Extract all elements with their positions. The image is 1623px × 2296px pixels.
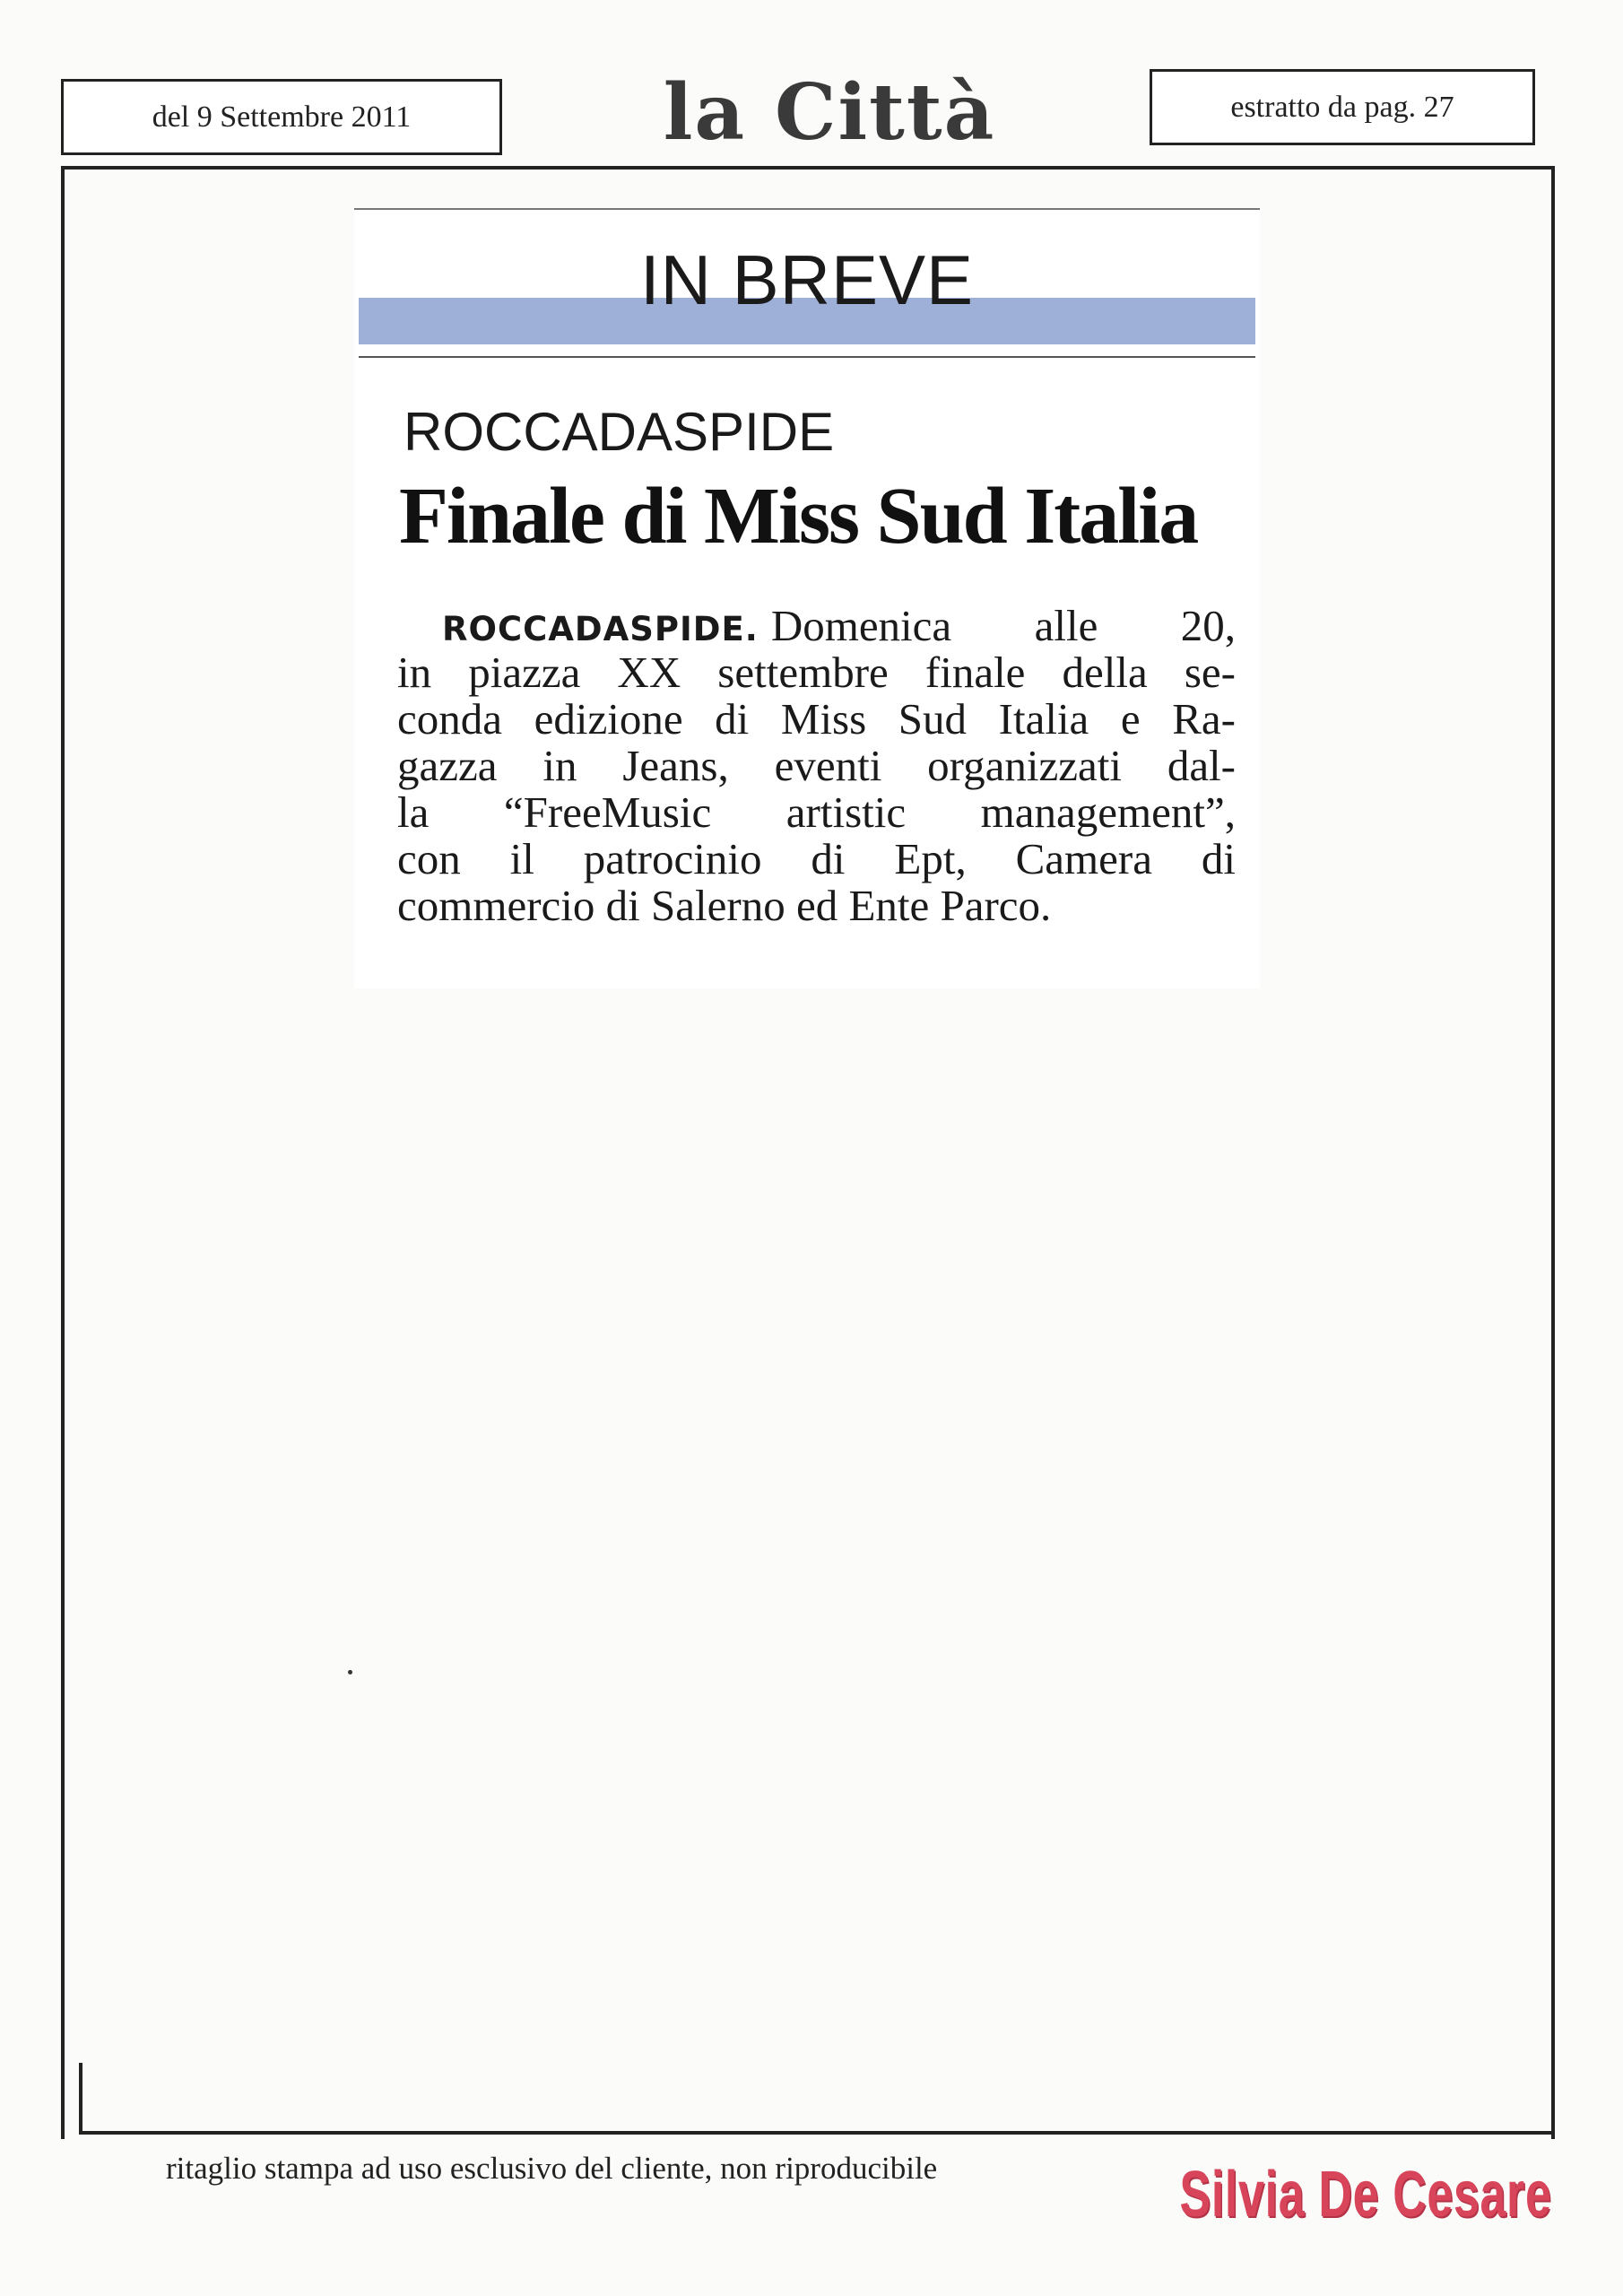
frame-bottom-rule: [79, 2131, 1555, 2135]
article-body: [397, 603, 1236, 929]
body-line: commercio di Salerno ed Ente Parco.: [397, 881, 1052, 930]
body-line: con il patrocinio di Ept, Camera di: [397, 834, 1236, 883]
scan-speck: [348, 1670, 352, 1674]
article-clipping: [354, 208, 1260, 988]
article-headline: Finale di Miss Sud Italia: [399, 472, 1198, 561]
body-line: ROCCADASPIDE. Domenica alle 20,: [442, 601, 1236, 650]
date-box: [61, 79, 502, 155]
clipping-top-rule: [354, 208, 1260, 210]
body-line: gazza in Jeans, eventi organizzati dal-: [397, 741, 1236, 790]
article-kicker: ROCCADASPIDE: [404, 402, 835, 462]
newspaper-masthead: la Città: [663, 66, 996, 158]
section-rubric: IN BREVE: [639, 240, 975, 319]
article-dateline: ROCCADASPIDE.: [442, 610, 759, 648]
frame-bottom-left-rule: [79, 2063, 82, 2135]
page-reference-box: [1150, 69, 1535, 145]
body-line: la “FreeMusic artistic management”,: [397, 787, 1236, 837]
body-line: conda edizione di Miss Sud Italia e Ra-: [397, 694, 1236, 744]
rubric-divider: [359, 356, 1255, 358]
footer-disclaimer: ritaglio stampa ad uso esclusivo del cliente, non riproducibile: [166, 2151, 938, 2186]
agency-signature-stamp: Silvia De Cesare: [1179, 2159, 1552, 2231]
publication-date: del 9 Settembre 2011: [152, 100, 412, 134]
body-line: in piazza XX settembre finale della se-: [397, 648, 1236, 697]
page-reference: estratto da pag. 27: [1230, 90, 1454, 124]
